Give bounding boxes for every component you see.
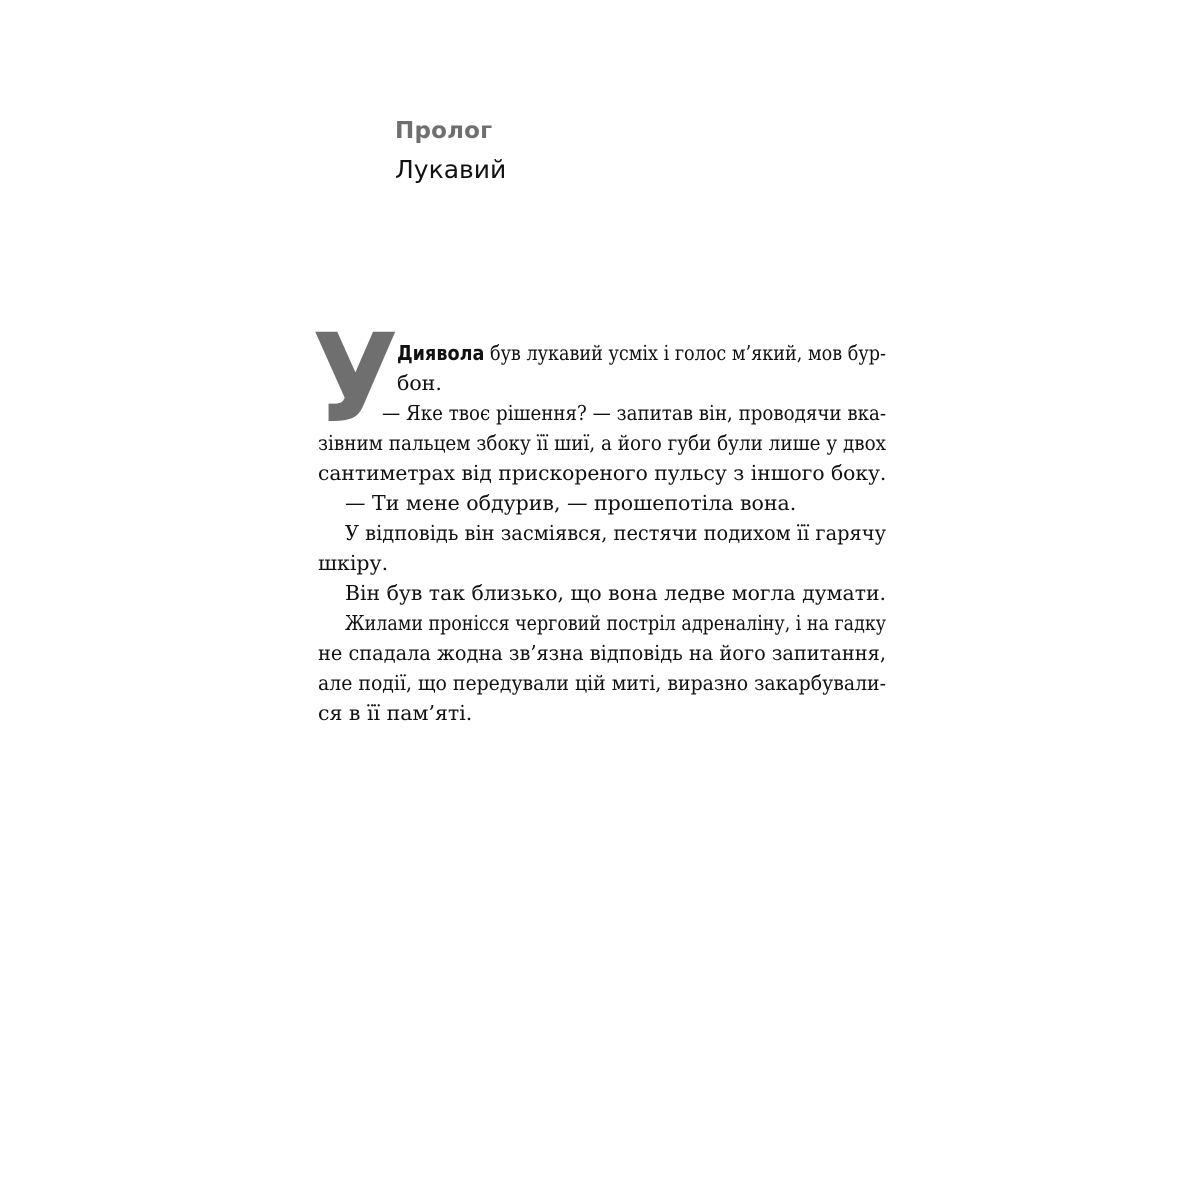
text-line: шкіру. bbox=[318, 551, 389, 575]
text-line: Він був так близько, що вона ледве могла думати. bbox=[345, 581, 887, 605]
drop-cap: У bbox=[312, 308, 399, 450]
chapter-title: Лукавий bbox=[395, 155, 507, 184]
text-line: сантиметрах від прискореного пульсу з іншого боку. bbox=[318, 461, 887, 485]
text-line-content: був лукавий усміх і голос м’який, мов бур- bbox=[484, 341, 886, 365]
text-line: не спадала жодна зв’язна відповідь на його запитання, bbox=[318, 641, 886, 665]
lead-word: Диявола bbox=[397, 341, 485, 365]
text-line: — Яке твоє рішення? — запитав він, проводячи вка- bbox=[382, 401, 886, 425]
text-line: ся в її пам’яті. bbox=[318, 701, 473, 725]
text-line: — Ти мене обдурив, — прошепотіла вона. bbox=[345, 491, 797, 515]
text-line: але події, що передували цій миті, виразно закарбували- bbox=[318, 671, 886, 695]
chapter-label: Пролог bbox=[395, 118, 493, 144]
text-line bbox=[397, 338, 886, 368]
text-line: У відповідь він засміявся, пестячи подихом її гарячу bbox=[345, 521, 886, 545]
text-line: зівним пальцем збоку її шиї, а його губи були лише у двох bbox=[318, 431, 886, 455]
text-line: бон. bbox=[397, 371, 442, 395]
text-line: Жилами пронісся черговий постріл адреналіну, і на гадку bbox=[345, 611, 886, 635]
